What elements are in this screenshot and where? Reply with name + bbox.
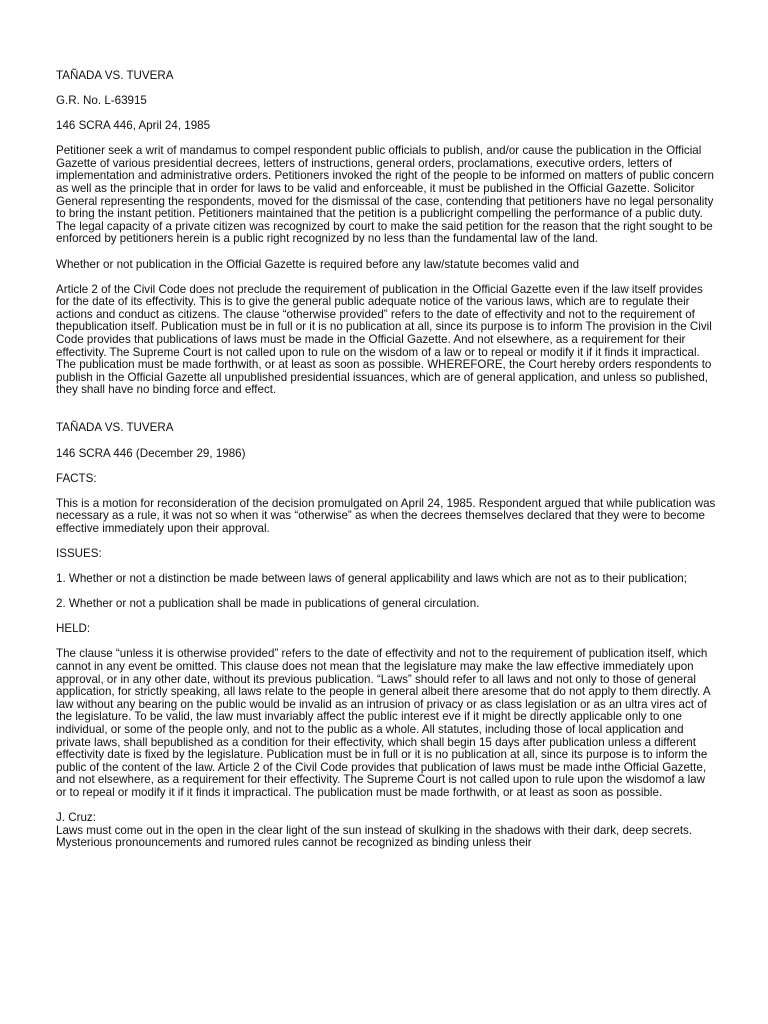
- case1-ruling-paragraph: Article 2 of the Civil Code does not preclude the requirement of publication in the Official Gazette even if the law itself provides for the date of its effectivity. This is to give the general public adequate notice of the various laws, which are to regulate their actions and conduct as citizens. The clause “otherwise provided” refers to the date of effectivity and not to the requirement of thepublication itself. Publication must be in full or it is no publication at all, since its purpose is to inform The provision in the Civil Code provides that publications of laws must be made in the Official Gazette. And not elsewhere, as a requirement for their effectivity. The Supreme Court is not called upon to rule on the wisdom of a law or to repeal or modify it if it finds it impractical. The publication must be made forthwith, or at least as soon as possible. WHEREFORE, the Court hereby orders respondents to publish in the Official Gazette all unpublished presidential issuances, which are of general application, and unless so published, they shall have no binding force and effect.: [56, 282, 712, 397]
- document-page: [56, 70, 718, 862]
- case2-issue-1: 1. Whether or not a distinction be made between laws of general applicability and laws which are not as to their publication;: [56, 572, 687, 586]
- case2-title: TAÑADA VS. TUVERA: [56, 421, 174, 435]
- case1-issue: Whether or not publication in the Official Gazette is required before any law/statute becomes valid and: [56, 257, 580, 271]
- case2-concurring-label: J. Cruz:: [56, 811, 96, 825]
- case2-held-paragraph: The clause “unless it is otherwise provided” refers to the date of effectivity and not to the requirement of publication itself, which cannot in any event be omitted. This clause does not mean that the legislature may make the law effective immediately upon approval, or in any other date, without its previous publication. “Laws” should refer to all laws and not only to those of general application, for strictly speaking, all laws relate to the people in general albeit there aresome that do not apply to them directly. A law without any bearing on the public would be invalid as an intrusion of privacy or as class legislation or as an ultra vires act of the legislature. To be valid, the law must invariably affect the public interest eve if it might be directly applicable only to one individual, or some of the people only, and not to the public as a whole. All statutes, including those of local application and private laws, shall bepublished as a condition for their effectivity, which shall begin 15 days after publication unless a different effectivity date is fixed by the legislature. Publication must be in full or it is no publication at all, since its purpose is to inform the public of the content of the law. Article 2 of the Civil Code provides that publication of laws must be made inthe Official Gazette, and not elsewhere, as a requirement for their effectivity. The Supreme Court is not called upon to rule upon the wisdomof a law or to repeal or modify it if it finds it impractical. The publication must be made forthwith, or at least as soon as possible.: [56, 647, 710, 799]
- case2-facts-paragraph: This is a motion for reconsideration of the decision promulgated on April 24, 1985. Respondent argued that while publication was necessary as a rule, it was not so when it was “otherwise” as when the decrees themselves declared that they were to become effective immediately upon their approval.: [56, 496, 716, 535]
- case1-citation: 146 SCRA 446, April 24, 1985: [56, 119, 211, 133]
- case1-gr-number: G.R. No. L-63915: [56, 94, 147, 108]
- case2-held-heading: HELD:: [56, 622, 91, 636]
- case1-title: TAÑADA VS. TUVERA: [56, 69, 174, 82]
- case2-facts-heading: FACTS:: [56, 471, 97, 485]
- case2-citation: 146 SCRA 446 (December 29, 1986): [56, 446, 246, 460]
- case2-issue-2: 2. Whether or not a publication shall be made in publications of general circulation.: [56, 597, 480, 611]
- case2-concurring-paragraph: Laws must come out in the open in the clear light of the sun instead of skulking in the shadows with their dark, deep secrets. Mysterious pronouncements and rumored rules cannot be recognized as binding unless their: [56, 823, 693, 850]
- case2-issues-heading: ISSUES:: [56, 547, 102, 561]
- case1-facts-paragraph: Petitioner seek a writ of mandamus to compel respondent public officials to publish, and/or cause the publication in the Official Gazette of various presidential decrees, letters of instructions, general orders, proclamations, executive orders, letters of implementation and administrative orders. Petitioners invoked the right of the people to be informed on matters of public concern as well as the principle that in order for laws to be valid and enforceable, it must be published in the Official Gazette. Solicitor General representing the respondents, moved for the dismissal of the case, contending that petitioners have no legal personality to bring the instant petition. Petitioners maintained that the petition is a publicright compelling the performance of a public duty. The legal capacity of a private citizen was recognized by court to make the said petition for the reason that the right sought to be enforced by petitioners herein is a public right recognized by no less than the fundamental law of the land.: [56, 144, 714, 246]
